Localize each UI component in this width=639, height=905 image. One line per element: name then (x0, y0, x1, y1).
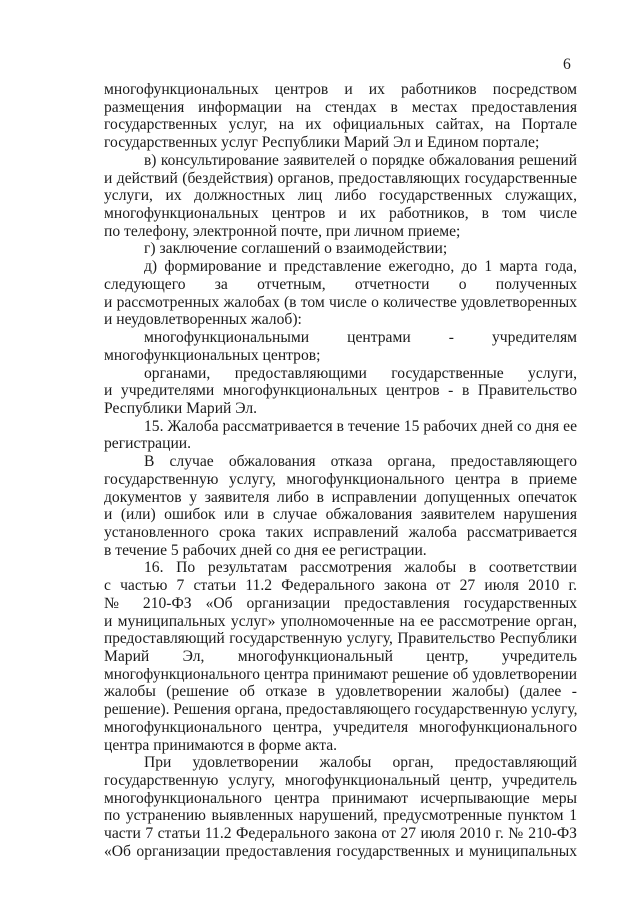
text-line: и муниципальных услуг» уполномоченные на ее рассмотрение орган, (104, 612, 577, 630)
text-line: установленного срока таких исправлений жалоба рассматривается (104, 523, 577, 541)
text-line: государственных услуг, на их официальных сайтах, на Портале (104, 116, 577, 134)
text-line: документов у заявителя либо в исправлении допущенных опечаток (104, 488, 577, 506)
text-line: многофункциональными центрами - учредителям (144, 329, 577, 347)
text-line: В случае обжалования отказа органа, предоставляющего (144, 453, 577, 471)
text-line: При удовлетворении жалобы орган, предоставляющий (144, 754, 577, 772)
text-line: с частью 7 статьи 11.2 Федерального закона от 27 июля 2010 г. (104, 577, 577, 595)
text-line: следующего за отчетным, отчетности о полученных (104, 275, 577, 293)
text-line: многофункционального центра принимают решение об удовлетворении (104, 665, 577, 683)
text-line: многофункциональных центров; (104, 346, 321, 364)
text-line: г) заключение соглашений о взаимодействии; (144, 240, 448, 258)
text-line: и действий (бездействия) органов, предоставляющих государственные (104, 169, 577, 187)
text-line: и учредителями многофункциональных центров - в Правительство (104, 382, 577, 400)
text-line: размещения информации на стендах в местах предоставления (104, 98, 577, 116)
text-line: по телефону, электронной почте, при личном приеме; (104, 222, 461, 240)
text-line: в течение 5 рабочих дней со дня ее регистрации. (104, 541, 427, 559)
text-line: многофункционального центра принимают исчерпывающие меры (104, 789, 577, 807)
text-line: многофункциональных центров и их работников, в том числе (104, 205, 577, 223)
text-line: государственную услугу, многофункциональный центр, учредитель (104, 772, 577, 790)
text-line: многофункционального центра, учредителя многофункционального (104, 718, 577, 736)
text-line: № 210-ФЗ «Об организации предоставления государственных (104, 594, 577, 612)
text-line: 15. Жалоба рассматривается в течение 15 рабочих дней со дня ее (144, 417, 577, 435)
text-line: услуги, их должностных лиц либо государственных служащих, (104, 187, 577, 205)
text-line: в) консультирование заявителей о порядке обжалования решений (144, 151, 577, 169)
text-line: «Об организации предоставления государственных и муниципальных (104, 842, 577, 860)
text-line: 16. По результатам рассмотрения жалобы в соответствии (144, 559, 577, 577)
text-line: по устранению выявленных нарушений, предусмотренные пунктом 1 (104, 807, 577, 825)
text-line: органами, предоставляющими государственные услуги, (144, 364, 577, 382)
text-line: многофункциональных центров и их работников посредством (104, 81, 577, 98)
text-line: центра принимаются в форме акта. (104, 736, 338, 754)
text-line: предоставляющий государственную услугу, Правительство Республики (104, 630, 577, 648)
text-line: государственную услугу, многофункционального центра в приеме (104, 470, 577, 488)
text-line: Марий Эл, многофункциональный центр, учредитель (104, 648, 577, 665)
text-line: и рассмотренных жалобах (в том числе о количестве удовлетворенных (104, 293, 577, 311)
text-line: части 7 статьи 11.2 Федерального закона от 27 июля 2010 г. № 210-ФЗ (104, 825, 577, 843)
text-line: и (или) ошибок или в случае обжалования заявителем нарушения (104, 506, 577, 524)
text-line: и неудовлетворенных жалоб): (104, 311, 302, 329)
text-line: д) формирование и представление ежегодно, до 1 марта года, (144, 258, 577, 276)
text-line: решение). Решения органа, предоставляющего государственную услугу, (104, 701, 577, 719)
text-line: жалобы (решение об отказе в удовлетворении жалобы) (далее - (104, 683, 577, 701)
text-line: Республики Марий Эл. (104, 399, 258, 417)
document-body (104, 81, 577, 861)
text-line: регистрации. (104, 435, 192, 453)
text-line: государственных услуг Республики Марий Эл и Едином портале; (104, 134, 540, 152)
page-number: 6 (563, 56, 571, 73)
